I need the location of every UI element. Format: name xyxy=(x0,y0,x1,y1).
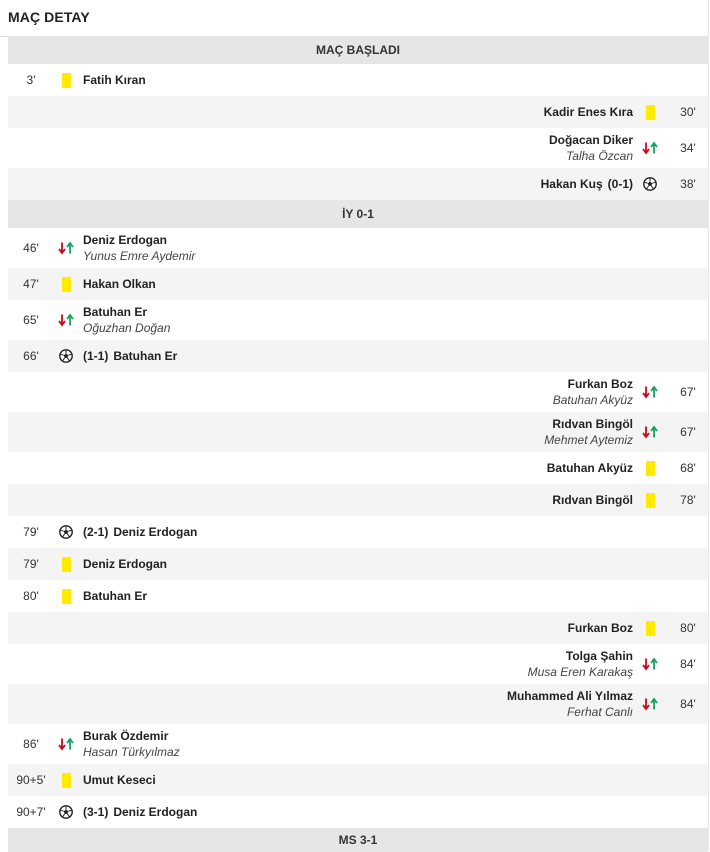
player-name[interactable]: Batuhan Er xyxy=(113,349,178,363)
event-main-line xyxy=(83,589,147,603)
event-main-line xyxy=(541,177,633,191)
event-row-home xyxy=(8,64,708,96)
event-minute: 80' xyxy=(680,621,696,635)
substitute-player-name[interactable]: Mehmet Aytemiz xyxy=(544,433,633,447)
event-row-home xyxy=(8,764,708,796)
yellow-card-icon xyxy=(58,64,74,96)
event-details xyxy=(507,684,633,724)
player-name[interactable]: Furkan Boz xyxy=(567,377,633,391)
yellow-card-icon xyxy=(58,268,74,300)
event-details xyxy=(544,96,633,128)
yellow-card-icon xyxy=(642,484,658,516)
player-name[interactable]: Deniz Erdogan xyxy=(113,805,198,819)
substitution-icon xyxy=(58,724,74,764)
player-name[interactable]: Deniz Erdogan xyxy=(113,525,198,539)
event-timeline xyxy=(8,36,708,852)
event-main-line xyxy=(566,649,633,663)
substitution-icon xyxy=(642,412,658,452)
event-details xyxy=(549,128,633,168)
event-main-line xyxy=(552,417,633,431)
event-minute: 68' xyxy=(680,461,696,475)
substitute-player-name[interactable]: Musa Eren Karakaş xyxy=(527,665,633,679)
yellow-card-icon xyxy=(642,452,658,484)
event-main-line xyxy=(83,305,147,319)
event-details xyxy=(83,516,197,548)
substitute-player-name[interactable]: Oğuzhan Doğan xyxy=(83,321,171,335)
goal-score: (3-1) xyxy=(83,805,109,819)
event-details xyxy=(568,612,633,644)
event-details xyxy=(547,452,633,484)
event-details xyxy=(552,484,633,516)
event-row-home xyxy=(8,516,708,548)
event-main-line xyxy=(549,133,633,147)
event-row-home xyxy=(8,580,708,612)
event-row-home xyxy=(8,724,708,764)
event-main-line xyxy=(83,233,167,247)
event-minute: 86' xyxy=(23,737,39,751)
event-row-away xyxy=(8,452,708,484)
event-minute: 79' xyxy=(23,557,39,571)
event-details xyxy=(541,168,633,200)
event-minute: 90+5' xyxy=(16,773,46,787)
player-name[interactable]: Furkan Boz xyxy=(567,621,633,635)
goal-score: (1-1) xyxy=(83,349,109,363)
period-label: MAÇ BAŞLADI xyxy=(316,43,400,57)
yellow-card-icon xyxy=(642,96,658,128)
panel-header xyxy=(0,0,708,37)
event-details xyxy=(83,64,146,96)
period-header xyxy=(8,36,708,64)
event-main-line xyxy=(83,73,146,87)
yellow-card-icon xyxy=(58,764,74,796)
event-row-away xyxy=(8,96,708,128)
player-name[interactable]: Deniz Erdogan xyxy=(83,233,168,247)
event-row-away xyxy=(8,128,708,168)
event-main-line xyxy=(83,557,167,571)
player-name[interactable]: Fatih Kıran xyxy=(83,73,146,87)
event-row-home xyxy=(8,300,708,340)
event-minute: 65' xyxy=(23,313,39,327)
event-row-home xyxy=(8,796,708,828)
player-name[interactable]: Doğacan Diker xyxy=(548,133,633,147)
event-minute: 80' xyxy=(23,589,39,603)
player-name[interactable]: Batuhan Er xyxy=(83,589,148,603)
substitute-player-name[interactable]: Ferhat Canlı xyxy=(566,705,633,719)
event-row-home xyxy=(8,228,708,268)
period-label: İY 0-1 xyxy=(342,207,374,221)
event-main-line xyxy=(83,349,177,363)
player-name[interactable]: Kadir Enes Kıra xyxy=(543,105,633,119)
substitution-icon xyxy=(58,228,74,268)
yellow-card-icon xyxy=(58,580,74,612)
event-details xyxy=(83,724,180,764)
event-minute: 34' xyxy=(680,141,696,155)
event-main-line xyxy=(547,461,633,475)
substitute-player-name[interactable]: Talha Özcan xyxy=(566,149,633,163)
period-header xyxy=(8,200,708,228)
period-header xyxy=(8,828,708,852)
event-main-line xyxy=(83,729,168,743)
substitution-icon xyxy=(642,128,658,168)
event-row-home xyxy=(8,340,708,372)
event-details xyxy=(83,228,195,268)
substitute-player-name[interactable]: Batuhan Akyüz xyxy=(552,393,633,407)
player-name[interactable]: Batuhan Akyüz xyxy=(546,461,633,475)
event-main-line xyxy=(507,689,633,703)
event-details xyxy=(83,300,170,340)
event-details xyxy=(528,644,633,684)
event-minute: 84' xyxy=(680,657,696,671)
event-row-away xyxy=(8,612,708,644)
substitution-icon xyxy=(642,684,658,724)
event-minute: 46' xyxy=(23,241,39,255)
event-minute: 84' xyxy=(680,697,696,711)
substitution-icon xyxy=(58,300,74,340)
event-row-away xyxy=(8,484,708,516)
substitution-icon xyxy=(642,644,658,684)
event-main-line xyxy=(568,621,633,635)
yellow-card-icon xyxy=(642,612,658,644)
soccer-ball-icon xyxy=(58,516,74,548)
event-minute: 38' xyxy=(680,177,696,191)
substitution-icon xyxy=(642,372,658,412)
soccer-ball-icon xyxy=(642,168,658,200)
event-main-line xyxy=(544,105,633,119)
goal-score: (0-1) xyxy=(607,177,633,191)
event-details xyxy=(83,340,177,372)
soccer-ball-icon xyxy=(58,796,74,828)
event-details xyxy=(83,796,197,828)
player-name[interactable]: Hakan Kuş xyxy=(540,177,603,191)
event-minute: 67' xyxy=(680,425,696,439)
event-minute: 90+7' xyxy=(16,805,46,819)
event-row-away xyxy=(8,412,708,452)
event-minute: 30' xyxy=(680,105,696,119)
player-name[interactable]: Rıdvan Bingöl xyxy=(552,417,633,431)
page-title: MAÇ DETAY xyxy=(8,9,90,25)
substitute-player-name[interactable]: Hasan Türkyılmaz xyxy=(83,745,180,759)
event-row-home xyxy=(8,268,708,300)
player-name[interactable]: Umut Keseci xyxy=(83,773,156,787)
yellow-card-icon xyxy=(58,548,74,580)
event-minute: 66' xyxy=(23,349,39,363)
player-name[interactable]: Tolga Şahin xyxy=(565,649,633,663)
event-details xyxy=(83,764,156,796)
substitute-player-name[interactable]: Yunus Emre Aydemir xyxy=(83,249,196,263)
event-main-line xyxy=(568,377,633,391)
player-name[interactable]: Rıdvan Bingöl xyxy=(552,493,633,507)
event-main-line xyxy=(552,493,633,507)
soccer-ball-icon xyxy=(58,340,74,372)
event-row-away xyxy=(8,168,708,200)
event-main-line xyxy=(83,525,197,539)
event-main-line xyxy=(83,277,156,291)
event-row-home xyxy=(8,548,708,580)
event-details xyxy=(83,548,167,580)
event-row-away xyxy=(8,644,708,684)
period-label: MS 3-1 xyxy=(338,833,378,847)
player-name[interactable]: Burak Özdemir xyxy=(83,729,169,743)
player-name[interactable]: Muhammed Ali Yılmaz xyxy=(506,689,633,703)
event-row-away xyxy=(8,684,708,724)
event-minute: 67' xyxy=(680,385,696,399)
event-main-line xyxy=(83,773,156,787)
event-details xyxy=(83,268,156,300)
player-name[interactable]: Batuhan Er xyxy=(83,305,148,319)
event-row-away xyxy=(8,372,708,412)
event-details xyxy=(553,372,633,412)
event-minute: 47' xyxy=(23,277,39,291)
event-minute: 79' xyxy=(23,525,39,539)
player-name[interactable]: Hakan Olkan xyxy=(83,277,156,291)
goal-score: (2-1) xyxy=(83,525,109,539)
event-details xyxy=(544,412,633,452)
event-minute: 3' xyxy=(26,73,36,87)
event-minute: 78' xyxy=(680,493,696,507)
event-details xyxy=(83,580,147,612)
player-name[interactable]: Deniz Erdogan xyxy=(83,557,168,571)
event-main-line xyxy=(83,805,197,819)
